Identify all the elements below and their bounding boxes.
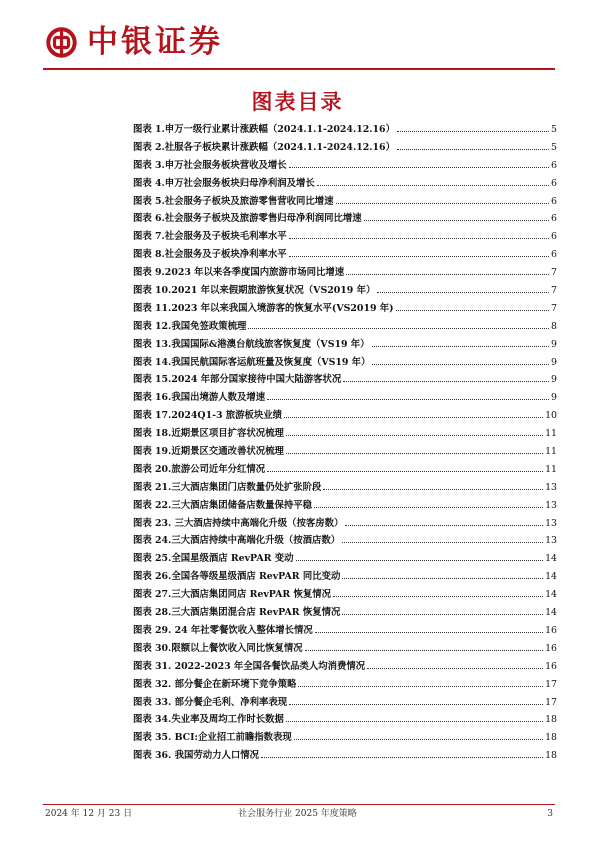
- toc-entry-label: 图表 33. 部分餐企毛利、净利率表现: [133, 696, 288, 708]
- toc-entry-label: 图表 8.社会服务及子板块净利率水平: [133, 249, 287, 261]
- toc-dot-leader: [317, 185, 549, 186]
- toc-entry[interactable]: [133, 425, 557, 443]
- toc-entry[interactable]: [133, 622, 557, 640]
- toc-entry[interactable]: [133, 676, 557, 694]
- toc-dot-leader: [298, 686, 543, 687]
- toc-entry-label: 图表 15.2024 年部分国家接待中国大陆游客状况: [133, 374, 342, 386]
- toc-entry[interactable]: [133, 747, 557, 765]
- toc-entry-label: 图表 14.我国民航国际客运航班量及恢复度（VS19 年）: [133, 356, 371, 368]
- toc-entry-label: 图表 7.社会服务及子板块毛利率水平: [133, 231, 287, 243]
- toc-entry-page: 14: [545, 553, 557, 565]
- toc-dot-leader: [294, 739, 543, 740]
- toc-dot-leader: [289, 167, 549, 168]
- toc-entry[interactable]: [133, 371, 557, 389]
- toc-entry-page: 11: [545, 428, 557, 440]
- toc-entry-label: 图表 1.申万一级行业累计涨跌幅（2024.1.1-2024.12.16）: [133, 124, 395, 135]
- toc-entry[interactable]: [133, 694, 557, 712]
- toc-dot-leader: [336, 203, 549, 204]
- toc-entry[interactable]: [133, 711, 557, 729]
- toc-entry[interactable]: [133, 157, 557, 175]
- toc-entry-page: 17: [545, 696, 557, 708]
- toc-entry-label: 图表 22.三大酒店集团储备店数量保持平稳: [133, 499, 312, 511]
- toc-entry-label: 图表 6.社会服务子板块及旅游零售归母净利润同比增速: [133, 213, 362, 225]
- toc-dot-leader: [342, 578, 543, 579]
- toc-entry[interactable]: [133, 568, 557, 586]
- bank-of-china-logo-icon: [46, 27, 77, 58]
- toc-entry-label: 图表 11.2023 年以来我国入境游客的恢复水平(VS2019 年): [133, 302, 394, 314]
- toc-entry-page: 6: [551, 159, 557, 171]
- toc-entry-page: 16: [545, 624, 557, 636]
- toc-entry[interactable]: [133, 175, 557, 193]
- toc-entry-label: 图表 9.2023 年以来各季度国内旅游市场同比增速: [133, 267, 345, 279]
- toc-entry-page: 9: [551, 338, 557, 350]
- toc-dot-leader: [364, 220, 549, 221]
- toc-entry-label: 图表 21.三大酒店集团门店数量仍处扩张阶段: [133, 481, 322, 493]
- toc-dot-leader: [323, 489, 543, 490]
- toc-dot-leader: [296, 560, 544, 561]
- toc-entry[interactable]: [133, 228, 557, 246]
- toc-entry-label: 图表 25.全国星级酒店 RevPAR 变动: [133, 553, 294, 565]
- toc-entry-label: 图表 28.三大酒店集团混合店 RevPAR 恢复情况: [133, 607, 341, 619]
- toc-entry[interactable]: [133, 461, 557, 479]
- toc-entry-page: 13: [545, 517, 557, 529]
- toc-dot-leader: [397, 131, 549, 132]
- toc-entry-page: 8: [551, 320, 557, 332]
- toc-entry-page: 13: [545, 481, 557, 493]
- toc-entry-page: 11: [545, 463, 557, 475]
- toc-dot-leader: [396, 310, 549, 311]
- toc-entry[interactable]: [133, 658, 557, 676]
- toc-entry-label: 图表 34.失业率及周均工作时长数据: [133, 714, 284, 726]
- toc-dot-leader: [315, 632, 543, 633]
- toc-entry-label: 图表 4.申万社会服务板块归母净利润及增长: [133, 177, 315, 189]
- toc-dot-leader: [367, 668, 543, 669]
- toc-entry-label: 图表 27.三大酒店集团同店 RevPAR 恢复情况: [133, 589, 331, 601]
- toc-entry[interactable]: [133, 515, 557, 533]
- toc-entry-page: 9: [551, 374, 557, 386]
- toc-entry[interactable]: [133, 604, 557, 622]
- toc-entry-page: 6: [551, 249, 557, 261]
- toc-entry-label: 图表 3.申万社会服务板块营收及增长: [133, 159, 287, 171]
- toc-entry-page: 9: [551, 392, 557, 404]
- toc-dot-leader: [286, 721, 543, 722]
- toc-entry[interactable]: [133, 336, 557, 354]
- toc-entry[interactable]: [133, 246, 557, 264]
- toc-dot-leader: [343, 381, 549, 382]
- toc-entry-page: 18: [545, 750, 557, 762]
- toc-entry[interactable]: [133, 532, 557, 550]
- toc-entry[interactable]: [133, 139, 557, 157]
- toc-entry-label: 图表 31. 2022-2023 年全国各餐饮品类人均消费情况: [133, 660, 366, 672]
- toc-entry-page: 6: [551, 195, 557, 207]
- toc-entry[interactable]: [133, 729, 557, 747]
- toc-dot-leader: [342, 614, 543, 615]
- toc-entry-page: 6: [551, 231, 557, 243]
- toc-entry[interactable]: [133, 586, 557, 604]
- toc-entry-label: 图表 20.旅游公司近年分红情况: [133, 463, 266, 475]
- toc-dot-leader: [345, 525, 543, 526]
- toc-entry[interactable]: [133, 210, 557, 228]
- toc-entry[interactable]: [133, 550, 557, 568]
- toc-entry[interactable]: [133, 479, 557, 497]
- toc-entry-label: 图表 12.我国免签政策梳理: [133, 320, 247, 332]
- toc-entry[interactable]: [133, 354, 557, 372]
- toc-entry-label: 图表 18.近期景区项目扩容状况梳理: [133, 428, 284, 440]
- toc-entry-page: 18: [545, 714, 557, 726]
- toc-entry-page: 11: [545, 446, 557, 458]
- toc-entry[interactable]: [133, 318, 557, 336]
- toc-entry-page: 14: [545, 571, 557, 583]
- toc-dot-leader: [267, 399, 549, 400]
- logo-text: 中银证券: [87, 24, 223, 60]
- toc-entry-label: 图表 10.2021 年以来假期旅游恢复状况（VS2019 年）: [133, 285, 376, 297]
- toc-entry[interactable]: [133, 300, 557, 318]
- toc-dot-leader: [248, 328, 549, 329]
- toc-dot-leader: [377, 292, 549, 293]
- toc-entry-label: 图表 13.我国国际&港澳台航线旅客恢复度（VS19 年）: [133, 338, 370, 350]
- footer-divider: [43, 804, 555, 805]
- toc-dot-leader: [286, 435, 543, 436]
- toc-entry-label: 图表 30.限额以上餐饮收入同比恢复情况: [133, 642, 303, 654]
- toc-dot-leader: [305, 650, 543, 651]
- toc-entry[interactable]: [133, 264, 557, 282]
- toc-entry-page: 14: [545, 607, 557, 619]
- toc-entry-label: 图表 23. 三大酒店持续中高端化升级（按客房数）: [133, 517, 344, 529]
- toc-dot-leader: [289, 238, 549, 239]
- toc-entry-page: 13: [545, 499, 557, 511]
- toc-entry-page: 7: [551, 285, 557, 297]
- toc-entry-page: 16: [545, 642, 557, 654]
- toc-entry-page: 6: [551, 213, 557, 225]
- toc-entry[interactable]: [133, 640, 557, 658]
- toc-entry-page: 14: [545, 589, 557, 601]
- toc-entry-page: 10: [545, 410, 557, 422]
- toc-entry-label: 图表 36. 我国劳动力人口情况: [133, 750, 259, 762]
- toc-entry-label: 图表 19.近期景区交通改善状况梳理: [133, 446, 284, 458]
- toc-entry[interactable]: [133, 282, 557, 300]
- toc-entry-page: 7: [551, 302, 557, 314]
- toc-entry[interactable]: [133, 443, 557, 461]
- page-header: [0, 0, 595, 70]
- toc-entry[interactable]: [133, 407, 557, 425]
- toc-entry-label: 图表 2.社服各子板块累计涨跌幅（2024.1.1-2024.12.16）: [133, 141, 395, 153]
- toc-entry[interactable]: [133, 121, 557, 139]
- toc-dot-leader: [286, 453, 543, 454]
- toc-entry-label: 图表 17.2024Q1-3 旅游板块业绩: [133, 410, 283, 422]
- toc-entry-label: 图表 16.我国出境游人数及增速: [133, 392, 266, 404]
- toc-dot-leader: [261, 757, 543, 758]
- toc-entry[interactable]: [133, 193, 557, 211]
- toc-title: 图表目录: [251, 90, 344, 114]
- toc-entry-page: 16: [545, 660, 557, 672]
- toc-entry-label: 图表 32. 部分餐企在新环境下竞争策略: [133, 678, 297, 690]
- toc-entry-label: 图表 24.三大酒店持续中高端化升级（按酒店数）: [133, 535, 341, 547]
- toc-dot-leader: [397, 149, 549, 150]
- toc-entry-page: 17: [545, 678, 557, 690]
- toc-entry-page: 5: [551, 141, 557, 153]
- toc-dot-leader: [333, 596, 543, 597]
- toc-entry-page: 18: [545, 732, 557, 744]
- footer-page-number: 3: [547, 809, 553, 819]
- toc-entry-page: 13: [545, 535, 557, 547]
- toc-entry-label: 图表 35. BCI:企业招工前瞻指数表现: [133, 732, 292, 744]
- toc-dot-leader: [372, 346, 550, 347]
- toc-entry-page: 9: [551, 356, 557, 368]
- toc-entry-label: 图表 5.社会服务子板块及旅游零售营收同比增速: [133, 195, 334, 207]
- toc-dot-leader: [314, 507, 543, 508]
- header-divider: [43, 68, 555, 70]
- footer-date: 2024 年 12 月 23 日: [45, 809, 133, 819]
- toc-dot-leader: [267, 471, 543, 472]
- toc-dot-leader: [284, 417, 543, 418]
- toc-entry[interactable]: [133, 389, 557, 407]
- toc-entry[interactable]: [133, 497, 557, 515]
- toc-dot-leader: [289, 256, 549, 257]
- toc-dot-leader: [346, 274, 549, 275]
- toc-dot-leader: [289, 704, 543, 705]
- toc-list: [133, 121, 557, 765]
- footer-report-title: 社会服务行业 2025 年度策略: [238, 809, 357, 819]
- toc-dot-leader: [342, 542, 543, 543]
- toc-entry-label: 图表 29. 24 年社零餐饮收入整体增长情况: [133, 624, 313, 636]
- toc-entry-page: 5: [551, 124, 557, 135]
- toc-dot-leader: [372, 364, 549, 365]
- toc-entry-page: 7: [551, 267, 557, 279]
- toc-entry-label: 图表 26.全国各等级星级酒店 RevPAR 同比变动: [133, 571, 341, 583]
- toc-entry-page: 6: [551, 177, 557, 189]
